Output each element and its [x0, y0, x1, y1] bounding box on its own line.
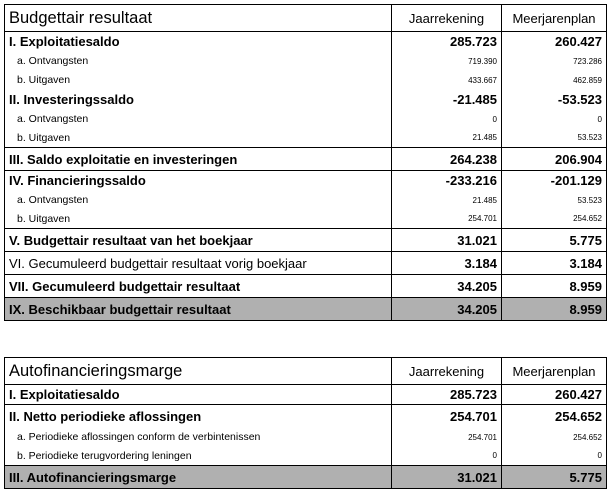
value-jaarrekening: 31.021 [392, 466, 502, 489]
table-header-row [5, 358, 607, 385]
value-meerjarenplan: 0 [502, 447, 607, 466]
value-jaarrekening: 34.205 [392, 298, 502, 321]
value-meerjarenplan: 5.775 [502, 229, 607, 252]
row-label: II. Investeringssaldo [5, 90, 392, 110]
total-row [5, 466, 607, 489]
value-meerjarenplan: 5.775 [502, 466, 607, 489]
row-label: III. Autofinancieringsmarge [5, 466, 392, 489]
row-label: IX. Beschikbaar budgettair resultaat [5, 298, 392, 321]
table-row [5, 428, 607, 447]
row-label: b. Uitgaven [5, 129, 392, 148]
value-jaarrekening: 264.238 [392, 148, 502, 171]
value-jaarrekening: 0 [392, 110, 502, 129]
row-label: b. Periodieke terugvordering leningen [5, 447, 392, 466]
table-row [5, 229, 607, 252]
value-meerjarenplan: -53.523 [502, 90, 607, 110]
value-jaarrekening: -233.216 [392, 171, 502, 191]
value-meerjarenplan: 8.959 [502, 275, 607, 298]
row-label: IV. Financieringssaldo [5, 171, 392, 191]
value-jaarrekening: 31.021 [392, 229, 502, 252]
budgettair-resultaat-table [4, 4, 607, 321]
row-label: a. Ontvangsten [5, 191, 392, 210]
row-label: VI. Gecumuleerd budgettair resultaat vorig boekjaar [5, 252, 392, 275]
column-header-jaarrekening: Jaarrekening [392, 5, 502, 32]
table-row [5, 32, 607, 52]
value-jaarrekening: 21.485 [392, 191, 502, 210]
row-label: II. Netto periodieke aflossingen [5, 405, 392, 428]
value-jaarrekening: 285.723 [392, 385, 502, 405]
table-row [5, 90, 607, 110]
value-jaarrekening: 254.701 [392, 428, 502, 447]
value-jaarrekening: 719.390 [392, 52, 502, 71]
row-label: a. Ontvangsten [5, 52, 392, 71]
table-row [5, 129, 607, 148]
value-jaarrekening: 0 [392, 447, 502, 466]
table-row [5, 405, 607, 428]
value-jaarrekening: 433.667 [392, 71, 502, 90]
value-jaarrekening: 34.205 [392, 275, 502, 298]
value-jaarrekening: 254.701 [392, 210, 502, 229]
autofinancieringsmarge-table [4, 357, 607, 489]
value-meerjarenplan: 723.286 [502, 52, 607, 71]
value-jaarrekening: 254.701 [392, 405, 502, 428]
row-label: b. Uitgaven [5, 71, 392, 90]
table-row [5, 52, 607, 71]
table-row [5, 171, 607, 191]
column-header-meerjarenplan: Meerjarenplan [502, 358, 607, 385]
row-label: a. Ontvangsten [5, 110, 392, 129]
value-meerjarenplan: 8.959 [502, 298, 607, 321]
table-row [5, 275, 607, 298]
column-header-meerjarenplan: Meerjarenplan [502, 5, 607, 32]
table-row [5, 252, 607, 275]
row-label: III. Saldo exploitatie en investeringen [5, 148, 392, 171]
value-meerjarenplan: 254.652 [502, 210, 607, 229]
value-meerjarenplan: 0 [502, 110, 607, 129]
value-meerjarenplan: 53.523 [502, 129, 607, 148]
value-meerjarenplan: 53.523 [502, 191, 607, 210]
row-label: a. Periodieke aflossingen conform de verbintenissen [5, 428, 392, 447]
column-header-jaarrekening: Jaarrekening [392, 358, 502, 385]
table-row [5, 71, 607, 90]
row-label: b. Uitgaven [5, 210, 392, 229]
total-row [5, 298, 607, 321]
row-label: VII. Gecumuleerd budgettair resultaat [5, 275, 392, 298]
table-title: Budgettair resultaat [5, 5, 392, 32]
value-meerjarenplan: 462.859 [502, 71, 607, 90]
value-meerjarenplan: 206.904 [502, 148, 607, 171]
value-jaarrekening: -21.485 [392, 90, 502, 110]
row-label: V. Budgettair resultaat van het boekjaar [5, 229, 392, 252]
value-meerjarenplan: 254.652 [502, 405, 607, 428]
table-row [5, 210, 607, 229]
table-header-row [5, 5, 607, 32]
table-row [5, 110, 607, 129]
value-meerjarenplan: 3.184 [502, 252, 607, 275]
table-row [5, 447, 607, 466]
table-row [5, 191, 607, 210]
value-meerjarenplan: 260.427 [502, 32, 607, 52]
value-jaarrekening: 285.723 [392, 32, 502, 52]
value-meerjarenplan: 254.652 [502, 428, 607, 447]
row-label: I. Exploitatiesaldo [5, 385, 392, 405]
value-jaarrekening: 21.485 [392, 129, 502, 148]
row-label: I. Exploitatiesaldo [5, 32, 392, 52]
value-meerjarenplan: 260.427 [502, 385, 607, 405]
value-jaarrekening: 3.184 [392, 252, 502, 275]
table-title: Autofinancieringsmarge [5, 358, 392, 385]
table-row [5, 385, 607, 405]
value-meerjarenplan: -201.129 [502, 171, 607, 191]
table-row [5, 148, 607, 171]
